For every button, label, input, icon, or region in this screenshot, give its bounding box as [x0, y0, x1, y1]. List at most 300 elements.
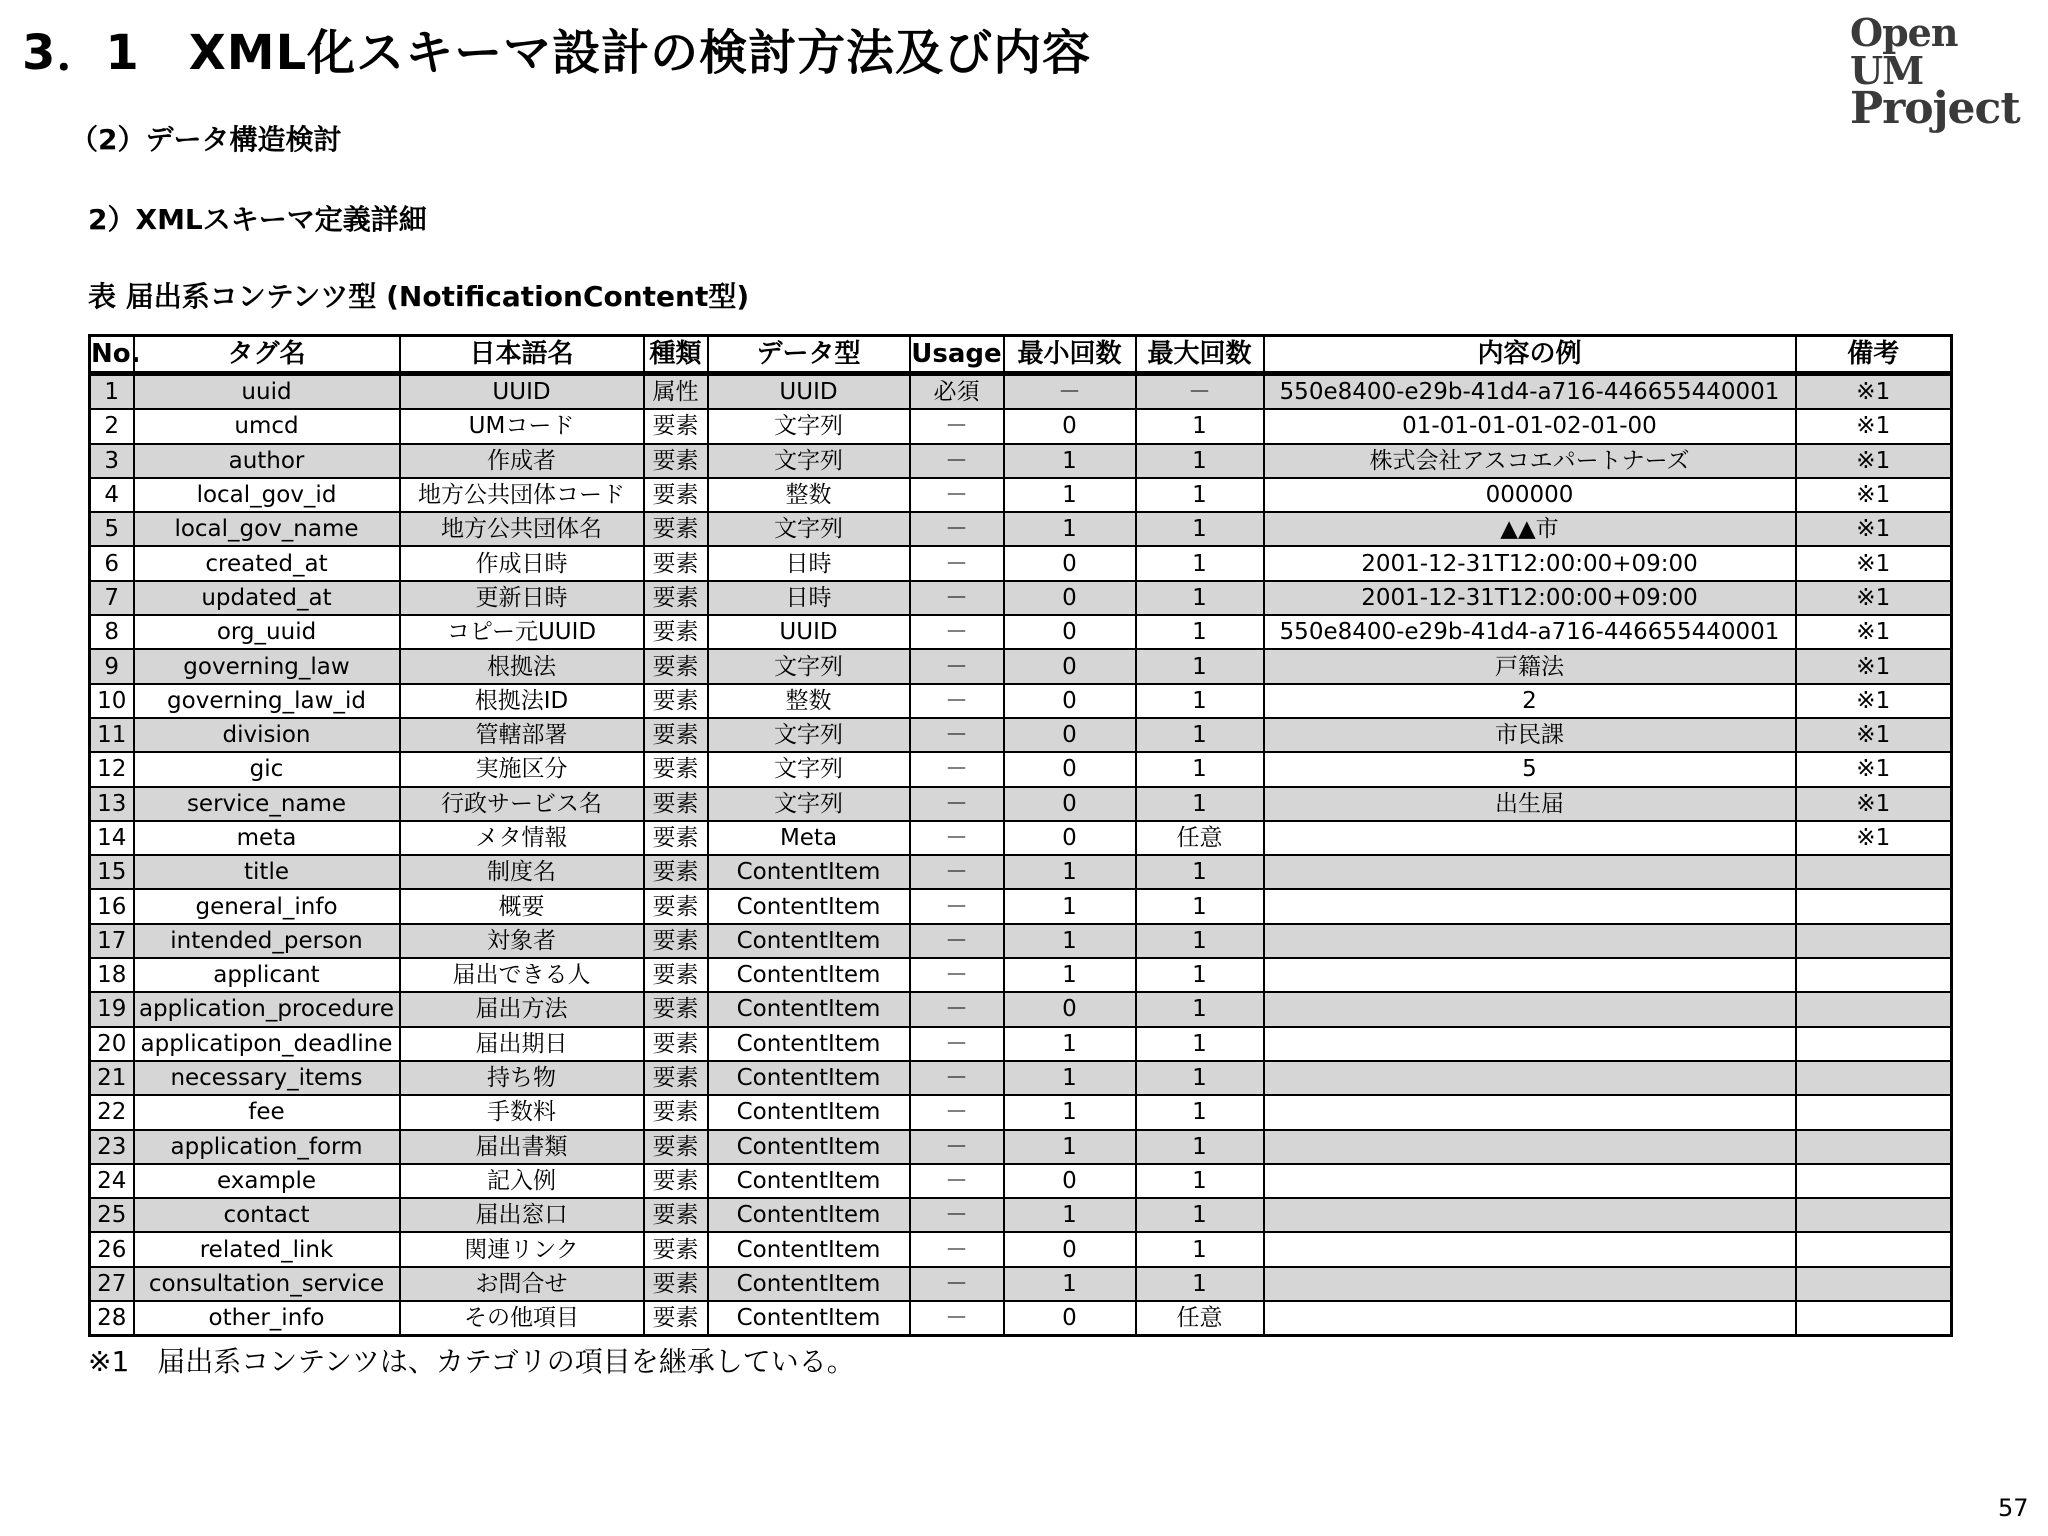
cell-tag-name: governing_law — [134, 649, 400, 683]
cell-data-type: 文字列 — [708, 409, 910, 443]
cell-note: ※1 — [1796, 581, 1952, 615]
cell-min-occurs: 0 — [1004, 581, 1136, 615]
cell-min-occurs: 1 — [1004, 958, 1136, 992]
cell-max-occurs: 1 — [1136, 855, 1264, 889]
cell-japanese-name: 届出方法 — [400, 992, 644, 1026]
cell-note — [1796, 958, 1952, 992]
table-row — [90, 512, 1952, 546]
cell-min-occurs: 0 — [1004, 649, 1136, 683]
cell-example-value — [1264, 1301, 1796, 1336]
cell-data-type: ContentItem — [708, 992, 910, 1026]
cell-kind: 要素 — [644, 718, 708, 752]
cell-example-value — [1264, 889, 1796, 923]
table-row — [90, 855, 1952, 889]
cell-min-occurs: 0 — [1004, 718, 1136, 752]
cell-max-occurs: 1 — [1136, 649, 1264, 683]
cell-min-occurs: － — [1004, 374, 1136, 410]
cell-japanese-name: 根拠法 — [400, 649, 644, 683]
cell-usage: － — [910, 478, 1004, 512]
cell-min-occurs: 1 — [1004, 924, 1136, 958]
cell-note: ※1 — [1796, 615, 1952, 649]
cell-tag-name: meta — [134, 821, 400, 855]
cell-data-type: ContentItem — [708, 1232, 910, 1266]
table-row — [90, 409, 1952, 443]
cell-no: 12 — [90, 752, 134, 786]
cell-max-occurs: 1 — [1136, 1164, 1264, 1198]
cell-data-type: ContentItem — [708, 1301, 910, 1336]
cell-no: 18 — [90, 958, 134, 992]
cell-data-type: ContentItem — [708, 1095, 910, 1129]
cell-kind: 要素 — [644, 1267, 708, 1301]
cell-example-value — [1264, 821, 1796, 855]
cell-tag-name: related_link — [134, 1232, 400, 1266]
header-max-occurs: 最大回数 — [1136, 336, 1264, 374]
cell-no: 3 — [90, 444, 134, 478]
cell-tag-name: division — [134, 718, 400, 752]
cell-min-occurs: 0 — [1004, 821, 1136, 855]
cell-data-type: ContentItem — [708, 1061, 910, 1095]
header-japanese-name: 日本語名 — [400, 336, 644, 374]
cell-note — [1796, 1198, 1952, 1232]
page-number: 57 — [1998, 1494, 2029, 1522]
cell-tag-name: uuid — [134, 374, 400, 410]
table-row — [90, 1301, 1952, 1336]
cell-example-value — [1264, 1027, 1796, 1061]
cell-data-type: 整数 — [708, 684, 910, 718]
header-data-type: データ型 — [708, 336, 910, 374]
cell-usage: － — [910, 1164, 1004, 1198]
cell-min-occurs: 1 — [1004, 478, 1136, 512]
cell-usage: － — [910, 958, 1004, 992]
cell-no: 1 — [90, 374, 134, 410]
cell-no: 25 — [90, 1198, 134, 1232]
table-row — [90, 924, 1952, 958]
cell-kind: 要素 — [644, 684, 708, 718]
cell-max-occurs: － — [1136, 374, 1264, 410]
cell-min-occurs: 1 — [1004, 855, 1136, 889]
cell-no: 4 — [90, 478, 134, 512]
cell-kind: 要素 — [644, 546, 708, 580]
cell-max-occurs: 1 — [1136, 787, 1264, 821]
cell-example-value — [1264, 1061, 1796, 1095]
cell-no: 17 — [90, 924, 134, 958]
cell-example-value — [1264, 958, 1796, 992]
cell-usage: － — [910, 1267, 1004, 1301]
cell-min-occurs: 1 — [1004, 1198, 1136, 1232]
cell-usage: － — [910, 1130, 1004, 1164]
cell-usage: － — [910, 444, 1004, 478]
cell-japanese-name: 制度名 — [400, 855, 644, 889]
cell-kind: 要素 — [644, 924, 708, 958]
cell-usage: － — [910, 1232, 1004, 1266]
cell-data-type: 文字列 — [708, 649, 910, 683]
cell-note — [1796, 1232, 1952, 1266]
cell-no: 22 — [90, 1095, 134, 1129]
cell-usage: － — [910, 512, 1004, 546]
cell-tag-name: author — [134, 444, 400, 478]
cell-kind: 要素 — [644, 992, 708, 1026]
cell-data-type: 日時 — [708, 581, 910, 615]
cell-usage: － — [910, 718, 1004, 752]
cell-japanese-name: 持ち物 — [400, 1061, 644, 1095]
logo-line-1: Open UM — [1850, 10, 1958, 93]
cell-example-value: 2001-12-31T12:00:00+09:00 — [1264, 546, 1796, 580]
cell-note — [1796, 1027, 1952, 1061]
footnote: ※1 届出系コンテンツは、カテゴリの項目を継承している。 — [88, 1345, 855, 1378]
cell-note: ※1 — [1796, 684, 1952, 718]
cell-tag-name: application_procedure — [134, 992, 400, 1026]
cell-max-occurs: 任意 — [1136, 821, 1264, 855]
cell-tag-name: umcd — [134, 409, 400, 443]
cell-usage: － — [910, 1095, 1004, 1129]
cell-data-type: ContentItem — [708, 889, 910, 923]
cell-max-occurs: 1 — [1136, 409, 1264, 443]
table-row — [90, 615, 1952, 649]
cell-tag-name: applicatipon_deadline — [134, 1027, 400, 1061]
cell-example-value: 市民課 — [1264, 718, 1796, 752]
cell-min-occurs: 1 — [1004, 512, 1136, 546]
cell-usage: － — [910, 1301, 1004, 1336]
cell-usage: － — [910, 992, 1004, 1026]
cell-usage: － — [910, 615, 1004, 649]
cell-tag-name: other_info — [134, 1301, 400, 1336]
cell-data-type: 文字列 — [708, 444, 910, 478]
cell-japanese-name: 更新日時 — [400, 581, 644, 615]
cell-min-occurs: 0 — [1004, 615, 1136, 649]
cell-min-occurs: 1 — [1004, 1130, 1136, 1164]
cell-example-value — [1264, 1164, 1796, 1198]
cell-usage: － — [910, 821, 1004, 855]
cell-japanese-name: お問合せ — [400, 1267, 644, 1301]
cell-japanese-name: 管轄部署 — [400, 718, 644, 752]
cell-kind: 要素 — [644, 1095, 708, 1129]
cell-max-occurs: 任意 — [1136, 1301, 1264, 1336]
cell-tag-name: local_gov_name — [134, 512, 400, 546]
cell-note — [1796, 924, 1952, 958]
cell-usage: － — [910, 649, 1004, 683]
cell-example-value — [1264, 1130, 1796, 1164]
section-heading: （2）データ構造検討 — [70, 123, 342, 156]
cell-data-type: 整数 — [708, 478, 910, 512]
cell-example-value: 000000 — [1264, 478, 1796, 512]
cell-data-type: UUID — [708, 374, 910, 410]
cell-note — [1796, 992, 1952, 1026]
cell-tag-name: applicant — [134, 958, 400, 992]
cell-tag-name: service_name — [134, 787, 400, 821]
cell-note — [1796, 1164, 1952, 1198]
cell-note: ※1 — [1796, 787, 1952, 821]
cell-max-occurs: 1 — [1136, 615, 1264, 649]
table-row — [90, 718, 1952, 752]
table-row — [90, 444, 1952, 478]
cell-min-occurs: 1 — [1004, 1267, 1136, 1301]
cell-data-type: ContentItem — [708, 958, 910, 992]
table-row — [90, 1198, 1952, 1232]
cell-tag-name: intended_person — [134, 924, 400, 958]
cell-max-occurs: 1 — [1136, 992, 1264, 1026]
cell-example-value — [1264, 992, 1796, 1026]
cell-max-occurs: 1 — [1136, 581, 1264, 615]
cell-no: 13 — [90, 787, 134, 821]
cell-no: 10 — [90, 684, 134, 718]
cell-usage: － — [910, 684, 1004, 718]
table-row — [90, 1027, 1952, 1061]
table-row — [90, 1232, 1952, 1266]
cell-usage: － — [910, 581, 1004, 615]
table-row — [90, 374, 1952, 410]
cell-min-occurs: 0 — [1004, 1164, 1136, 1198]
cell-kind: 要素 — [644, 1198, 708, 1232]
cell-note — [1796, 1267, 1952, 1301]
table-row — [90, 821, 1952, 855]
subsection-heading: 2）XMLスキーマ定義詳細 — [88, 203, 427, 236]
cell-japanese-name: 概要 — [400, 889, 644, 923]
cell-data-type: ContentItem — [708, 855, 910, 889]
cell-example-value: ▲▲市 — [1264, 512, 1796, 546]
cell-note — [1796, 889, 1952, 923]
cell-max-occurs: 1 — [1136, 512, 1264, 546]
cell-no: 28 — [90, 1301, 134, 1336]
table-row — [90, 992, 1952, 1026]
table-row — [90, 1164, 1952, 1198]
cell-no: 7 — [90, 581, 134, 615]
cell-no: 8 — [90, 615, 134, 649]
cell-example-value: 株式会社アスコエパートナーズ — [1264, 444, 1796, 478]
cell-no: 2 — [90, 409, 134, 443]
cell-data-type: ContentItem — [708, 924, 910, 958]
cell-no: 14 — [90, 821, 134, 855]
table-header-row — [90, 336, 1952, 374]
cell-note — [1796, 855, 1952, 889]
cell-usage: － — [910, 787, 1004, 821]
header-kind: 種類 — [644, 336, 708, 374]
cell-no: 26 — [90, 1232, 134, 1266]
cell-kind: 要素 — [644, 855, 708, 889]
cell-min-occurs: 1 — [1004, 1061, 1136, 1095]
cell-note — [1796, 1095, 1952, 1129]
cell-kind: 要素 — [644, 512, 708, 546]
cell-data-type: 文字列 — [708, 512, 910, 546]
cell-kind: 要素 — [644, 615, 708, 649]
cell-japanese-name: 地方公共団体名 — [400, 512, 644, 546]
cell-no: 24 — [90, 1164, 134, 1198]
cell-usage: － — [910, 752, 1004, 786]
cell-japanese-name: コピー元UUID — [400, 615, 644, 649]
cell-usage: － — [910, 924, 1004, 958]
cell-max-occurs: 1 — [1136, 1198, 1264, 1232]
cell-japanese-name: 手数料 — [400, 1095, 644, 1129]
cell-usage: － — [910, 889, 1004, 923]
cell-japanese-name: 根拠法ID — [400, 684, 644, 718]
table-row — [90, 1061, 1952, 1095]
cell-data-type: 日時 — [708, 546, 910, 580]
cell-tag-name: updated_at — [134, 581, 400, 615]
cell-kind: 要素 — [644, 1027, 708, 1061]
table-body — [90, 374, 1952, 1336]
cell-note: ※1 — [1796, 512, 1952, 546]
cell-japanese-name: 関連リンク — [400, 1232, 644, 1266]
cell-min-occurs: 1 — [1004, 1027, 1136, 1061]
cell-note: ※1 — [1796, 374, 1952, 410]
cell-min-occurs: 0 — [1004, 1301, 1136, 1336]
cell-max-occurs: 1 — [1136, 444, 1264, 478]
cell-min-occurs: 0 — [1004, 787, 1136, 821]
cell-japanese-name: 実施区分 — [400, 752, 644, 786]
cell-tag-name: fee — [134, 1095, 400, 1129]
cell-note: ※1 — [1796, 478, 1952, 512]
table-row — [90, 546, 1952, 580]
cell-min-occurs: 0 — [1004, 752, 1136, 786]
cell-japanese-name: 記入例 — [400, 1164, 644, 1198]
cell-no: 6 — [90, 546, 134, 580]
cell-example-value — [1264, 1232, 1796, 1266]
cell-note — [1796, 1301, 1952, 1336]
cell-usage: － — [910, 546, 1004, 580]
cell-tag-name: contact — [134, 1198, 400, 1232]
cell-tag-name: example — [134, 1164, 400, 1198]
cell-japanese-name: UMコード — [400, 409, 644, 443]
cell-max-occurs: 1 — [1136, 1095, 1264, 1129]
cell-example-value — [1264, 1198, 1796, 1232]
cell-kind: 要素 — [644, 752, 708, 786]
cell-example-value: 5 — [1264, 752, 1796, 786]
cell-japanese-name: 地方公共団体コード — [400, 478, 644, 512]
cell-max-occurs: 1 — [1136, 1027, 1264, 1061]
cell-japanese-name: 行政サービス名 — [400, 787, 644, 821]
cell-tag-name: general_info — [134, 889, 400, 923]
cell-data-type: 文字列 — [708, 787, 910, 821]
cell-data-type: ContentItem — [708, 1164, 910, 1198]
cell-note: ※1 — [1796, 821, 1952, 855]
table-row — [90, 889, 1952, 923]
cell-example-value: 550e8400-e29b-41d4-a716-446655440001 — [1264, 615, 1796, 649]
cell-tag-name: gic — [134, 752, 400, 786]
cell-max-occurs: 1 — [1136, 1061, 1264, 1095]
table-row — [90, 649, 1952, 683]
header-min-occurs: 最小回数 — [1004, 336, 1136, 374]
cell-tag-name: local_gov_id — [134, 478, 400, 512]
table-row — [90, 1130, 1952, 1164]
cell-note: ※1 — [1796, 649, 1952, 683]
cell-max-occurs: 1 — [1136, 718, 1264, 752]
cell-example-value: 2001-12-31T12:00:00+09:00 — [1264, 581, 1796, 615]
cell-note: ※1 — [1796, 718, 1952, 752]
cell-max-occurs: 1 — [1136, 889, 1264, 923]
table-row — [90, 1095, 1952, 1129]
cell-kind: 要素 — [644, 1301, 708, 1336]
header-example-value: 内容の例 — [1264, 336, 1796, 374]
page-title: 3．1 XML化スキーマ設計の検討方法及び内容 — [22, 25, 1092, 81]
cell-japanese-name: 届出できる人 — [400, 958, 644, 992]
cell-japanese-name: 届出書類 — [400, 1130, 644, 1164]
cell-tag-name: necessary_items — [134, 1061, 400, 1095]
cell-usage: － — [910, 855, 1004, 889]
cell-max-occurs: 1 — [1136, 684, 1264, 718]
cell-kind: 要素 — [644, 958, 708, 992]
cell-min-occurs: 0 — [1004, 409, 1136, 443]
cell-min-occurs: 1 — [1004, 444, 1136, 478]
cell-no: 5 — [90, 512, 134, 546]
cell-data-type: 文字列 — [708, 752, 910, 786]
table-row — [90, 581, 1952, 615]
table-row — [90, 684, 1952, 718]
cell-data-type: 文字列 — [708, 718, 910, 752]
cell-max-occurs: 1 — [1136, 1130, 1264, 1164]
cell-no: 11 — [90, 718, 134, 752]
cell-kind: 要素 — [644, 1061, 708, 1095]
cell-note: ※1 — [1796, 409, 1952, 443]
cell-data-type: ContentItem — [708, 1267, 910, 1301]
cell-kind: 要素 — [644, 1130, 708, 1164]
cell-max-occurs: 1 — [1136, 958, 1264, 992]
table-caption: 表 届出系コンテンツ型 (NotificationContent型) — [88, 280, 750, 313]
cell-usage: － — [910, 409, 1004, 443]
cell-japanese-name: 作成日時 — [400, 546, 644, 580]
cell-data-type: ContentItem — [708, 1198, 910, 1232]
open-um-project-logo — [1850, 10, 2026, 134]
table-row — [90, 787, 1952, 821]
cell-max-occurs: 1 — [1136, 1267, 1264, 1301]
cell-usage: － — [910, 1198, 1004, 1232]
cell-kind: 要素 — [644, 1164, 708, 1198]
cell-kind: 要素 — [644, 409, 708, 443]
cell-note — [1796, 1061, 1952, 1095]
cell-example-value — [1264, 855, 1796, 889]
cell-data-type: Meta — [708, 821, 910, 855]
cell-min-occurs: 1 — [1004, 889, 1136, 923]
cell-no: 23 — [90, 1130, 134, 1164]
cell-tag-name: consultation_service — [134, 1267, 400, 1301]
cell-max-occurs: 1 — [1136, 478, 1264, 512]
cell-max-occurs: 1 — [1136, 1232, 1264, 1266]
cell-kind: 要素 — [644, 478, 708, 512]
cell-max-occurs: 1 — [1136, 752, 1264, 786]
cell-min-occurs: 0 — [1004, 992, 1136, 1026]
logo-line-2: Project — [1850, 83, 2020, 134]
cell-note: ※1 — [1796, 444, 1952, 478]
cell-japanese-name: 対象者 — [400, 924, 644, 958]
cell-no: 19 — [90, 992, 134, 1026]
cell-no: 16 — [90, 889, 134, 923]
cell-tag-name: application_form — [134, 1130, 400, 1164]
cell-note: ※1 — [1796, 752, 1952, 786]
cell-note — [1796, 1130, 1952, 1164]
cell-japanese-name: その他項目 — [400, 1301, 644, 1336]
cell-data-type: ContentItem — [708, 1130, 910, 1164]
cell-example-value — [1264, 1267, 1796, 1301]
cell-kind: 要素 — [644, 649, 708, 683]
header-note: 備考 — [1796, 336, 1952, 374]
cell-kind: 要素 — [644, 889, 708, 923]
table-row — [90, 752, 1952, 786]
cell-min-occurs: 1 — [1004, 1095, 1136, 1129]
cell-japanese-name: メタ情報 — [400, 821, 644, 855]
cell-kind: 属性 — [644, 374, 708, 410]
cell-example-value — [1264, 924, 1796, 958]
cell-max-occurs: 1 — [1136, 546, 1264, 580]
cell-min-occurs: 0 — [1004, 684, 1136, 718]
cell-japanese-name: 届出期日 — [400, 1027, 644, 1061]
cell-data-type: ContentItem — [708, 1027, 910, 1061]
table-row — [90, 1267, 1952, 1301]
cell-usage: 必須 — [910, 374, 1004, 410]
cell-data-type: UUID — [708, 615, 910, 649]
cell-tag-name: created_at — [134, 546, 400, 580]
cell-no: 27 — [90, 1267, 134, 1301]
cell-tag-name: org_uuid — [134, 615, 400, 649]
cell-kind: 要素 — [644, 1232, 708, 1266]
cell-no: 20 — [90, 1027, 134, 1061]
